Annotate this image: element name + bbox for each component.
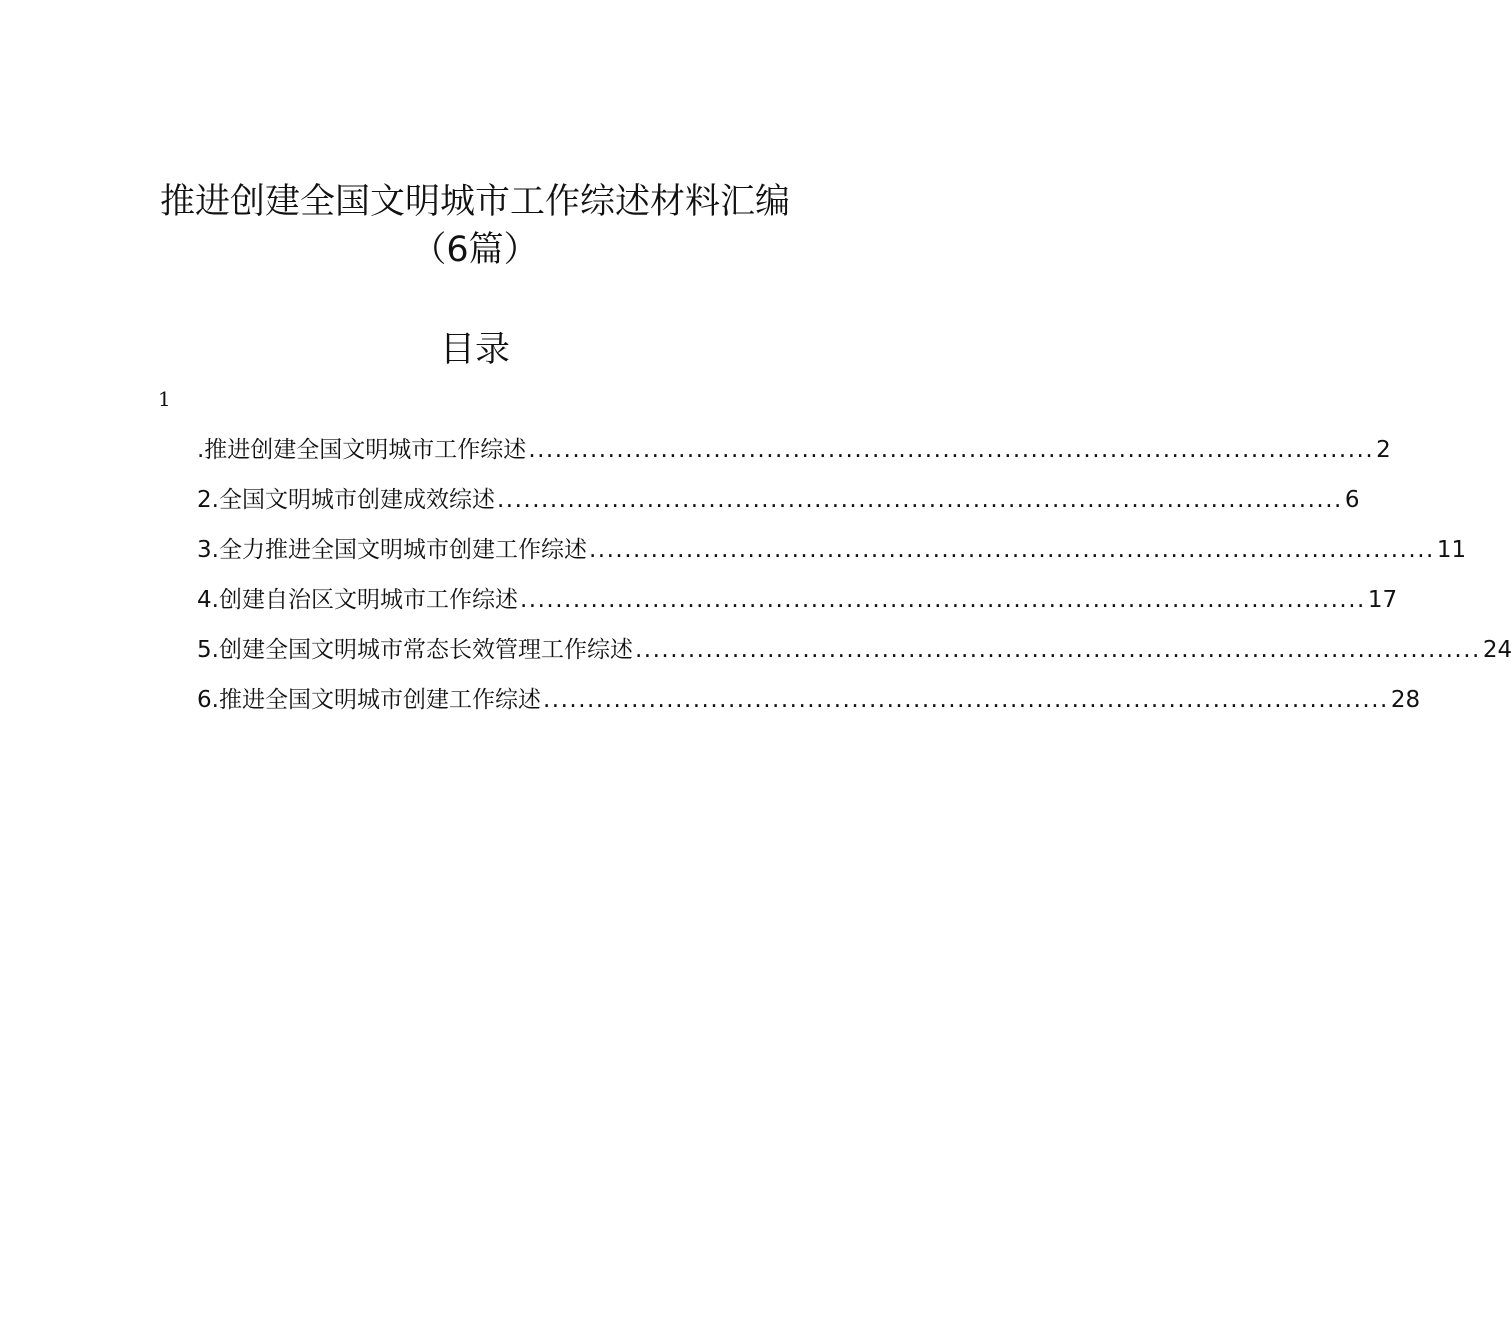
toc-entry[interactable] — [197, 578, 1398, 628]
toc-entry-page: 6 — [1344, 487, 1360, 513]
toc-entry-label: .推进创建全国文明城市工作综述 — [197, 437, 527, 463]
toc-dot-leader: ................................................................................................ — [496, 487, 1343, 513]
toc-entry-page: 24 — [1482, 637, 1512, 663]
toc-entry[interactable] — [197, 628, 1512, 678]
section-number: 1 — [158, 387, 171, 411]
toc-entry-label: 4.创建自治区文明城市工作综述 — [197, 587, 518, 613]
toc-entry[interactable] — [197, 528, 1467, 578]
toc-entry-page: 28 — [1390, 687, 1421, 713]
toc-entry[interactable] — [197, 428, 1391, 478]
toc-dot-leader: ................................................................................................ — [542, 687, 1389, 713]
toc-dot-leader: ................................................................................................ — [519, 587, 1366, 613]
toc-entry-page: 17 — [1367, 587, 1398, 613]
toc-entry-label: 2.全国文明城市创建成效综述 — [197, 487, 495, 513]
toc-dot-leader: ................................................................................................ — [588, 537, 1435, 563]
toc-heading: 目录 — [439, 330, 510, 370]
document-subtitle: （6篇） — [411, 230, 539, 270]
toc-entry-label: 3.全力推进全国文明城市创建工作综述 — [197, 537, 587, 563]
toc-dot-leader: ................................................................................................ — [634, 637, 1481, 663]
toc-entry-page: 11 — [1436, 537, 1467, 563]
toc-entry-page: 2 — [1376, 437, 1391, 463]
document-title: 推进创建全国文明城市工作综述材料汇编 — [159, 182, 790, 222]
table-of-contents — [197, 428, 1512, 728]
toc-entry-label: 5.创建全国文明城市常态长效管理工作综述 — [197, 637, 633, 663]
toc-entry[interactable] — [197, 478, 1360, 528]
toc-entry[interactable] — [197, 678, 1421, 728]
toc-dot-leader: ................................................................................................ — [528, 437, 1375, 463]
toc-entry-label: 6.推进全国文明城市创建工作综述 — [197, 687, 541, 713]
